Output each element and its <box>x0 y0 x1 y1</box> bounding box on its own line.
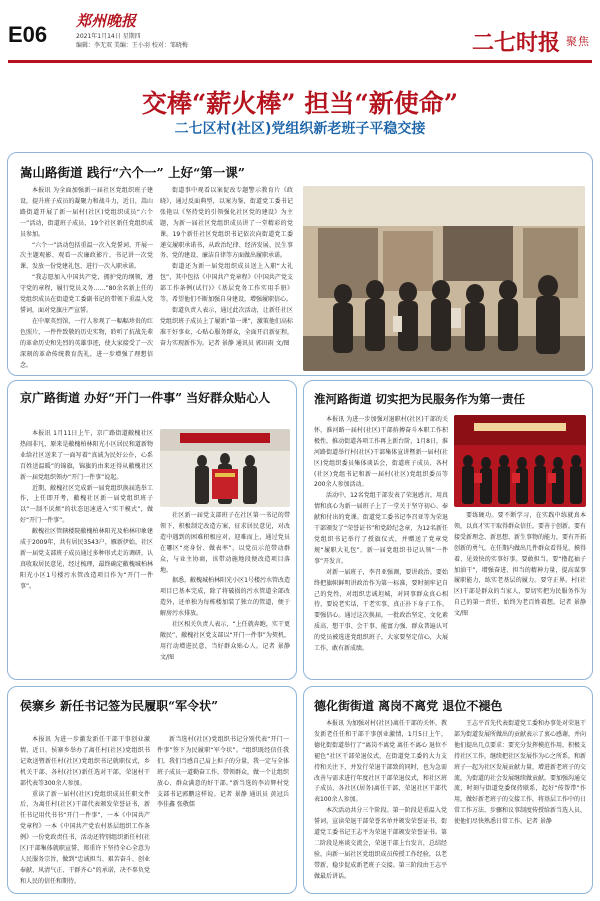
paragraph: 本报讯 为进一步激发新任干部干事创业激情，近日，侯寨乡举办了离任村(社区)党组织书记欢送暨新任村(社区)党组织书记就职仪式，乡机关干部、各村(社区)新任选对干部，荣退村干部代表等300余人参加。 <box>20 736 150 787</box>
paragraph: 街道还为新一届党组织成员送上入职“大礼包”，其中包括《中国共产党章程》《中国共产党支部工作条例(试行)》《基层党务工作实用手册》等，希望他们不断加强自身建设，增强履职信心。 <box>160 263 293 304</box>
paragraph: 重读了新一届村(社区)党组织成员任职文件后，为离任村(社区)干部代表颁发荣誉证书，新任书记用代书书“开门一件事”，一本《中国共产党章程》一本《中国共产党农村基层组织工作条例》一份党政责任书，活动还特别组织新任村(社区)干部集体就职宣誓，郑重许下坚持全心全意为人民服务宗旨，做到“忠诚担当、艰苦奋斗、创业奉献、风清气正、干群齐心”的承诺，决不辜负党和人民的信任和期待。 <box>20 790 150 885</box>
article-title: 淮河路街道 切实把为民服务作为第一责任 <box>314 392 526 406</box>
paragraph: 据悉，敝槐城柏林阳光小区1号楼污水管改造项目已基本完成，除了将破损的污水管道全部改造外，还单独为每栋楼加装了独立的管道，便于解房污水排放。 <box>160 577 290 618</box>
paragraph: 在中原英烈馆，一行人参观了一幅幅珍贵的红色照片，一件件致敬的历史实物，聆听了抗战先辈的革命历史和先烈的英雄事迹，使大家接受了一次深刻的革命传统教育洗礼，进一步增强了理想信念。 <box>20 317 153 369</box>
article-column <box>157 735 289 889</box>
paragraph: 活动中，12名党组干部发表了荣退感言，用真情和真心为新一届班子上了一堂关于坚守初心、奉献和付出的党课。街道党工委书记李召亚等为荣退干部颁发了“荣誉证书”和党龄纪念章，为12名新任党组织书记举行了授旗仪式，并赠送了党章党规“履职大礼包”。新一届党组织书记认领“一件事”开发言。 <box>314 492 448 565</box>
page-headline: 交棒“薪火棒” 担当“新使命” <box>141 89 459 118</box>
article-title: 侯寨乡 新任书记签为民履职“军令状” <box>20 699 218 713</box>
article-huaihe <box>303 380 593 680</box>
article-column <box>314 719 447 889</box>
paragraph: 社区新一届党支部班子在社区第一书记的带领下，积极制定改造方案，征求居民意见，对改造中遇到的困难积极应对，迎难而上，通过党员在哪区“亮身份、做表率”，以党员示范带动群众，与业主协商，该带动施地段便改造项目落地。 <box>160 512 290 574</box>
article-column <box>454 511 586 674</box>
staff-line: 编辑：李无双 美编：王小羽 校对：邹晓梅 <box>76 42 188 49</box>
page-subheadline: 二七区村(社区)党组织新老班子平稳交接 <box>174 121 426 137</box>
paragraph: 新当选村(社区)党组织书记分别代表“开门一件事”签下为民履职“军令状”。“组织既经信任我们，我们当感自己肩上担子的分量，我一定与全体班子成员一道勤奋工作，带领群众，做一个让组织放心、群众满意的好干部。”新当选的李岩辉村党支部书记郭鹏这样说。记者 景静 通讯员 黄冠兵 李佳鑫 张敬儒 <box>157 736 289 809</box>
paragraph: 社区相关负责人表示，“上任就奔跑，实干更敞民”，敝槐社区党支部以“开门一件事”为契机，用行动增进民意，当好群众贴心人。记者 景静 文/图 <box>160 621 290 661</box>
paragraph: 街道负责人表示，通过此次活动，让新任社区党组织班子成员上了履新“第一课”，激策他们高标准干好事业，心贴心服务群众，全面开启新征程，奋力实现新作为。记者 景静 通讯员 郭田雨 文/图 <box>160 306 293 347</box>
date-line: 2021年1月14日 星期四 <box>76 33 141 40</box>
paragraph: 本报讯 为进一步加强对退职村(社区)干部的关怀，淮河路一届村(社区)干部拚搏奋斗本职工作积极性，推动街道各项工作再上新台阶，1月8日，淮河路街道举行村(社区)干部集体宣讲暨新一届村(社区)党组织委员集体谈话会，街道班子成员、各村(社区)党组书记和新一届村(社区)党组织委员等200余人参加活动。 <box>314 416 448 489</box>
article-column <box>20 186 153 371</box>
paragraph: “六个一”活动包括重温一次入党誓词、开展一次主题观影、观看一次廉政影片、书记讲一次党课、发放一份党建礼包、进行一次入职承诺。 <box>20 241 153 271</box>
paragraph: 本次活动共分三个阶段。第一阶段是重温入党誓词，宣读荣退干部荣誉名单并颁发荣誉证书，街道党工委书记王志平为荣退干部颁发荣誉证书。第二阶段是座谈交流会，荣退干部上台发言，总结经验，向新一届社区党组织成员传授工作经验，以老带新，稳步促成新老班子交接。第三阶段由王志平做最后讲话。 <box>314 807 447 880</box>
article-title: 德化街街道 离岗不离党 退位不褪色 <box>314 699 503 713</box>
article-column <box>20 735 150 889</box>
article-column <box>160 511 290 674</box>
page-header <box>0 0 600 74</box>
article-column <box>160 186 293 371</box>
paragraph: 本报讯 1月11日上午，京广路街道敝槐社区热闹非凡，原来是敝槐柏林阳光小区居民和道新物业给社区送来了一面写着“真诚为民好公仆，心系百姓送温暖”的锦旗，锦旗的由来还得从敝槐社区新一届党组织领办“开门一件事”说起。 <box>20 430 153 481</box>
paragraph: 王志平首先代表街道党工委和办事处对荣退干部为街道发展所做出的贡献表示了衷心感谢，并向他们提出几点要求：要充分发挥模范作用，积极支持社区工作，继续把社区发展作为心之所系，和新班子一起为社区发展贡献力量，增进新老班子的交流，为街道的社会发展继续做贡献。要加强沟通交流，时刻与街道党委保持联系，起好“传帮带”作用，做好新老班子的交接工作，将基层工作中的日常工作方法、步骤和议事制度传授给新当选人员，使他们尽快熟悉日常工作。记者 景静 <box>454 720 586 826</box>
article-dehua <box>303 686 593 894</box>
paragraph: 近期，敝槐社区完成新一届党组织换届选举工作，上任即开考，敝槐社区新一届党组织班子以“一制不厌烦”的状态迅速进入“实干模式”，做好“开门一件事”。 <box>20 484 153 525</box>
article-photo <box>160 429 290 507</box>
article-column <box>314 415 448 674</box>
article-houzhai <box>7 686 297 894</box>
paragraph: 对新一届班子，李召亚强调，要讲政治。要始终把旗帜鲜明讲政治作为第一标准，要时刻牢记自己的党性，对组织忠诚坦城，对同事群众真心相待，要说老实话，干老实事，真正扑下身子工作。要强信心。通过这次换届，一批政治坚定、文化素质高、想干事、会干事、能富力强、群众普遍认可的党员被选进党组织班子，大家要坚定信心，大展工作，敢有新成绩。 <box>314 568 448 653</box>
paragraph: 本报讯 为全面加强新一届社区党组织班子建设，提升班子成员的凝聚力和战斗力，近日，嵩山路街道开展了新一届村(社区)党组织成员“六个一”活动，街道班子成员、19个社区新任党组织成员参加。 <box>20 187 153 238</box>
brand-name: 二七时报 <box>471 29 560 56</box>
paragraph: 要练硬功。要不断学习，在实践中练就真本领，以真才实干取得群众信任。要善于创新。要有接受新理念、新思想、新生事物的能力，要有开拓创新的勇气，在任期内做出几件群众看得见、摸得着、见效快的实事好事。要敢担当。要“撸起袖子加油干”，增强奋进、担当的精神力量，提高谋事履职能力，练实老基层的履力。要守正界。村(社区)干部是群众的当家人，要切实把为民服务作为自己的第一责任，始终为老百姓着想。记者 景静 文/图 <box>454 512 586 618</box>
paragraph: “我志愿加入中国共产党，拥护党的纲领，遵守党的章程，履行党员义务……”80余名新上任的党组织成员在街道党工委副书记的带领下重温入党誓词，面对党旗庄严宣誓。 <box>20 274 153 314</box>
section-name: 聚焦 <box>566 35 590 48</box>
paragraph: 本报讯 为加强对村(社区)离任干部的关怀，教发新老任任和干部干事创业激情，1月5日上午，德化街街道举行了“离岗不离党 离任不离心 退位不褪色”社区干部荣退仪式，在街道党工委的大力支持和关注下，并发行荣退干部致的同时，也为急需改善与需求进行年度社区干部荣退仪式，和社区班子成员、各社区(居务)离任干部，荣退社区干部代表100余人参加。 <box>314 720 447 804</box>
article-photo <box>454 415 586 507</box>
brand-block <box>472 28 590 54</box>
article-jingguang <box>7 380 297 680</box>
paper-logo: 郑州晚报 <box>76 12 137 30</box>
paragraph: 敝槐社区管辖楼院敝槐柏林阳光及柏林印象建成于2009年，共有居民3543户，雁新伊始，社区新一届党支部班子成员通过多种形式走访调研，认真收取居民意见，经过梳理，最终确定敝槐城柏林阳光小区1号楼污水管改造项目作为“开门一件事”。 <box>20 528 153 590</box>
article-photo <box>303 186 585 371</box>
article-songshan <box>7 152 593 376</box>
article-title: 嵩山路街道 践行“六个一” 上好“第一课” <box>20 165 245 180</box>
article-title-line1: 京广路街道 办好“开门一件事” 当好群众贴心人 <box>20 391 271 405</box>
article-column <box>454 719 586 889</box>
paragraph: 街道事中观看以案促改专题警示教育片《政晓》，通过反面典型，以案为鉴，街道党工委书记张艳以《坚持党的引领强化社区党的建设》为主题，为新一届社区党组织成员讲了一堂精彩的党课。19个新任社区党组织书记依次向街道党工委递交履职承诺书，从政治纪律、经济发展、民生事务、党的建设、廉洁自律等方面做出履职承诺。 <box>160 187 293 260</box>
page-number: E06 <box>8 22 48 47</box>
header-rule <box>8 60 592 63</box>
article-column <box>20 429 153 674</box>
